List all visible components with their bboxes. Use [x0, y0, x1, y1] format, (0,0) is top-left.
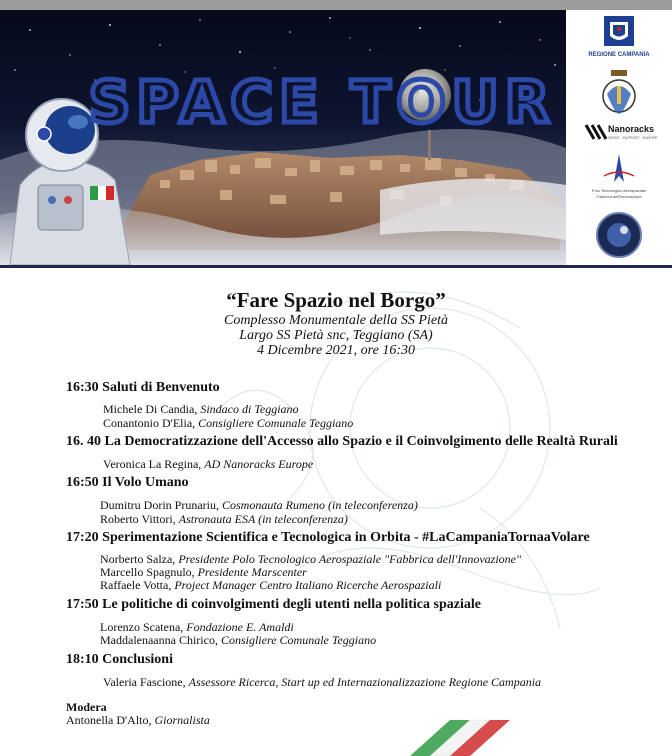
event-address: Largo SS Pietà snc, Teggiano (SA) — [239, 328, 433, 343]
polo-tecnologico-logo — [566, 152, 672, 208]
session-heading: 16:30 Saluti di Benvenuto — [66, 380, 220, 395]
banner-title: SPACE TOUR — [88, 68, 556, 136]
crest-icon — [566, 68, 672, 120]
top-border — [0, 0, 672, 10]
speaker-role: Consigliere Comunale Teggiano — [220, 633, 377, 647]
polo-tecnologico-label: Polo Tecnologico Aerospaziale — [591, 188, 647, 193]
session-heading: 18:10 Conclusioni — [66, 652, 173, 667]
speaker-name: Raffaele Votta, — [100, 578, 175, 592]
regione-campania-shield-icon — [566, 14, 672, 54]
sponsor-logos — [566, 10, 672, 265]
speaker-role: Consigliere Comunale Teggiano — [198, 416, 354, 430]
speaker-role: Fondazione E. Amaldi — [186, 620, 294, 634]
teggiano-crest-logo — [566, 68, 672, 120]
speaker-name: Maddalenaanna Chirico, — [100, 633, 221, 647]
speaker-role: Sindaco di Teggiano — [200, 402, 299, 416]
nanoracks-logo — [566, 122, 672, 144]
moderator-line — [66, 713, 210, 728]
speaker-name: Valeria Fascione, — [103, 675, 189, 689]
nanoracks-label: Nanoracks — [608, 124, 655, 134]
speaker-line — [100, 498, 418, 513]
speaker-line — [103, 402, 299, 417]
speaker-line — [100, 578, 441, 593]
event-venue: Complesso Monumentale della SS Pietà — [224, 313, 448, 328]
event-title: “Fare Spazio nel Borgo” — [226, 288, 446, 312]
rocket-star-icon — [566, 152, 672, 188]
session-heading: 17:20 Sperimentazione Scientifica e Tecnologica in Orbita - #LaCampaniaTornaaVolare — [66, 530, 590, 545]
speaker-name: Roberto Vittori, — [100, 512, 179, 526]
session-heading: 17:50 Le politiche di coinvolgimenti degli utenti nella politica spaziale — [66, 597, 481, 612]
speaker-line — [103, 675, 541, 690]
speaker-name: Conantonio D'Elia, — [103, 416, 199, 430]
nanoracks-sub: SPACE · OUTPOST · EUROPE — [608, 136, 658, 140]
speaker-name: Marcello Spagnulo, — [100, 565, 198, 579]
speaker-line — [103, 416, 353, 431]
speaker-line — [100, 512, 348, 527]
space-tour-banner — [0, 10, 566, 265]
regione-campania-logo — [566, 14, 672, 66]
speaker-name: Norberto Salza, — [100, 552, 179, 566]
speaker-role: Presidente Marscenter — [197, 565, 307, 579]
italian-flag-ribbon-icon — [410, 705, 530, 756]
speaker-role: Presidente Polo Tecnologico Aerospaziale "Fabbrica dell'Innovazione" — [178, 552, 522, 566]
speaker-name: Veronica La Regina, — [103, 457, 205, 471]
moderator-role: Giornalista — [154, 713, 210, 727]
speaker-role: Assessore Ricerca, Start up ed Internazionalizzazione Regione Campania — [188, 675, 542, 689]
speaker-line — [100, 633, 376, 648]
speaker-name: Michele Di Candia, — [103, 402, 201, 416]
marscenter-badge-icon — [566, 210, 672, 260]
speaker-role: Cosmonauta Rumeno (in teleconferenza) — [222, 498, 418, 512]
speaker-line — [103, 457, 313, 472]
regione-campania-label: REGIONE CAMPANIA — [588, 52, 650, 58]
session-heading: 16. 40 La Democratizzazione dell'Accesso allo Spazio e il Coinvolgimento delle Realtà Rurali — [66, 434, 618, 449]
moderator-label: Modera — [66, 700, 107, 714]
moderator-name: Antonella D'Alto, — [66, 713, 155, 727]
polo-tecnologico-sub: Fabbrica dell'Innovazione — [596, 194, 642, 199]
speaker-role: Project Manager Centro Italiano Ricerche Aerospaziali — [174, 578, 442, 592]
speaker-role: AD Nanoracks Europe — [204, 457, 314, 471]
speaker-name: Dumitru Dorin Prunariu, — [100, 498, 222, 512]
event-date: 4 Dicembre 2021, ore 16:30 — [257, 343, 415, 358]
speaker-name: Lorenzo Scatena, — [100, 620, 187, 634]
session-heading: 16:50 Il Volo Umano — [66, 475, 189, 490]
banner-artwork — [0, 10, 566, 265]
marscenter-logo — [566, 210, 672, 260]
speaker-role: Astronauta ESA (in teleconferenza) — [178, 512, 348, 526]
